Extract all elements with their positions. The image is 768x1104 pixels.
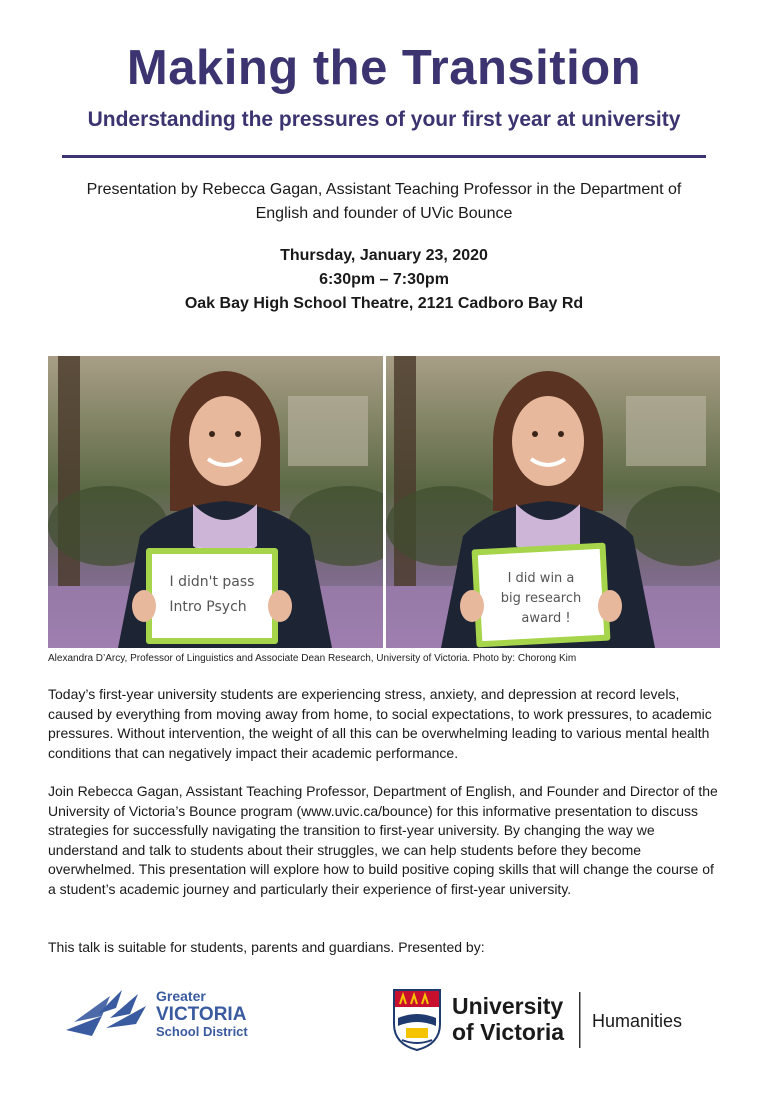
right-sign-line-1: I did win a bbox=[507, 571, 575, 586]
sd-line-2: VICTORIA bbox=[156, 1004, 247, 1025]
sd-line-1: Greater bbox=[156, 988, 206, 1004]
uvic-line-2: of Victoria bbox=[452, 1019, 565, 1045]
uvic-humanities-logo bbox=[390, 984, 710, 1054]
event-location: Oak Bay High School Theatre, 2121 Cadboro Bay Rd bbox=[184, 295, 584, 312]
divider bbox=[62, 155, 706, 158]
uvic-line-1: University bbox=[452, 993, 564, 1019]
school-district-emblem-icon bbox=[66, 990, 146, 1036]
event-time: 6:30pm – 7:30pm bbox=[319, 271, 449, 288]
body-paragraph-3: This talk is suitable for students, parents and guardians. Presented by: bbox=[48, 939, 485, 955]
presenter-info bbox=[40, 178, 728, 226]
presenter-line-2: English and founder of UVic Bounce bbox=[255, 205, 513, 222]
page-subtitle: Understanding the pressures of your first year at university bbox=[87, 108, 681, 131]
presenter-line-1: Presentation by Rebecca Gagan, Assistant Teaching Professor in the Department of bbox=[86, 181, 682, 198]
photo-left bbox=[48, 356, 383, 648]
right-sign-line-2: big research bbox=[500, 591, 582, 606]
photo-pair bbox=[48, 356, 720, 648]
uvic-faculty: Humanities bbox=[592, 1011, 683, 1031]
left-sign-line-2: Intro Psych bbox=[169, 599, 247, 615]
event-details bbox=[40, 244, 728, 316]
photo-caption: Alexandra D’Arcy, Professor of Linguistics and Associate Dean Research, University of Victoria. Photo by: Chorong Kim bbox=[48, 653, 577, 664]
sd-line-3: School District bbox=[156, 1024, 248, 1039]
right-sign-line-3: award ! bbox=[521, 611, 571, 626]
uvic-crest-icon bbox=[394, 990, 440, 1050]
body-paragraph-2: Join Rebecca Gagan, Assistant Teaching Professor, Department of English, and Founder and Director of the University of Victoria’s Bounce program (www.uvic.ca/bounce) for this informative presentation to discuss strategies for successfully navigating the transition to first-year university. By changing the way we understand and talk to students about their struggles, we can help students before they become overwhelmed. This presentation will explore how to build positive coping skills that will change the course of a student’s academic journey and particularly their experience of first-year university. bbox=[48, 783, 718, 897]
page-title: Making the Transition bbox=[126, 41, 642, 95]
body-paragraph-1: Today’s first-year university students are experiencing stress, anxiety, and depression at record levels, caused by everything from moving away from home, to social expectations, to work pressures, to academic pressures. Without intervention, the weight of all this can be overwhelming leading to various mental health conditions that can negatively impact their academic performance. bbox=[48, 686, 712, 761]
event-date: Thursday, January 23, 2020 bbox=[280, 247, 488, 264]
school-district-logo bbox=[62, 984, 262, 1046]
left-sign-line-1: I didn't pass bbox=[169, 574, 255, 590]
uvic-divider bbox=[579, 992, 581, 1048]
photo-right bbox=[386, 356, 720, 648]
